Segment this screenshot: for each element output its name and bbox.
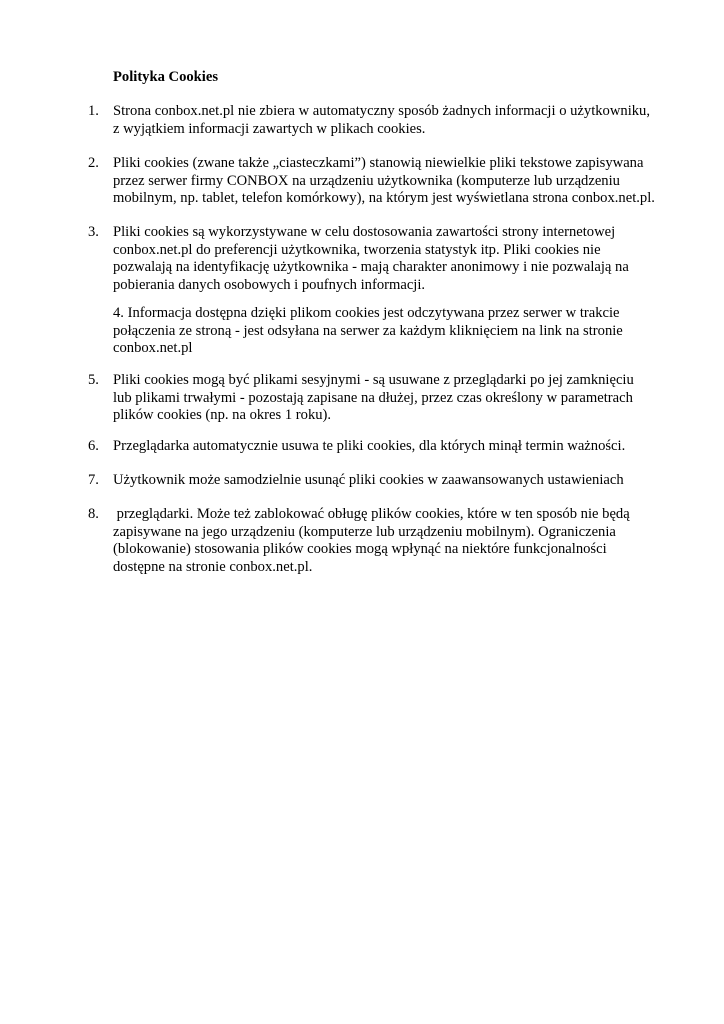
- list-item-text: z wyjątkiem informacji zawartych w plikach cookies.: [113, 120, 426, 137]
- list-item-2: [88, 155, 688, 208]
- list-item-text: plików cookies (np. na okres 1 roku).: [113, 407, 332, 424]
- list-item-text: Przeglądarka automatycznie usuwa te pliki cookies, dla których minął termin ważności.: [113, 438, 626, 454]
- list-item-number: 7.: [88, 472, 99, 488]
- list-item-text: Użytkownik może samodzielnie usunąć pliki cookies w zaawansowanych ustawieniach: [113, 472, 624, 488]
- list-item-number: 6.: [88, 438, 99, 454]
- list-item-6: [88, 438, 688, 456]
- list-item-text: przeglądarki. Może też zablokować obługę plików cookies, które w ten sposób nie będą: [113, 506, 630, 522]
- list-item-number: 1.: [88, 103, 99, 119]
- list-item-text: Pliki cookies mogą być plikami sesyjnymi - są usuwane z przeglądarki po jej zamknięciu: [113, 372, 634, 388]
- paragraph-item-4: [113, 305, 693, 358]
- list-item-7: [88, 472, 688, 490]
- list-item-number: 8.: [88, 506, 99, 522]
- list-item-text: (blokowanie) stosowania plików cookies mogą wpłynąć na niektóre funkcjonalności: [113, 541, 607, 558]
- list-item-text: mobilnym, np. tablet, telefon komórkowy), na którym jest wyświetlana strona conbox.net.pl.: [113, 190, 655, 207]
- list-item-text: Pliki cookies są wykorzystywane w celu dostosowania zawartości strony internetowej: [113, 224, 616, 240]
- list-item-text: lub plikami trwałymi - pozostają zapisane na dłużej, przez czas określony w parametrach: [113, 389, 633, 406]
- list-item-text: conbox.net.pl do preferencji użytkownika, tworzenia statystyk itp. Pliki cookies nie: [113, 241, 601, 258]
- list-item-1: [88, 103, 688, 138]
- document-title: Polityka Cookies: [113, 69, 218, 85]
- list-item-text: przez serwer firmy CONBOX na urządzeniu użytkownika (komputerze lub urządzeniu: [113, 172, 620, 189]
- paragraph-text: połączenia ze stroną - jest odsyłana na serwer za każdym kliknięciem na link na stronie: [113, 322, 623, 339]
- list-item-text: pozwalają na identyfikację użytkownika - mają charakter anonimowy i nie pozwalają na: [113, 259, 629, 276]
- list-item-5: [88, 372, 688, 425]
- list-item-8: [88, 506, 688, 576]
- list-item-number: 5.: [88, 372, 99, 388]
- paragraph-text: 4. Informacja dostępna dzięki plikom cookies jest odczytywana przez serwer w trakcie: [113, 305, 620, 321]
- list-item-3: [88, 224, 688, 294]
- list-item-text: zapisywane na jego urządzeniu (komputerze lub urządzeniu mobilnym). Ograniczenia: [113, 523, 616, 540]
- paragraph-text: conbox.net.pl: [113, 340, 193, 357]
- list-item-text: Strona conbox.net.pl nie zbiera w automatyczny sposób żadnych informacji o użytkowniku,: [113, 103, 650, 119]
- list-item-number: 3.: [88, 224, 99, 240]
- list-item-text: pobierania danych osobowych i poufnych informacji.: [113, 276, 426, 293]
- list-item-text: dostępne na stronie conbox.net.pl.: [113, 558, 313, 575]
- list-item-text: Pliki cookies (zwane także „ciasteczkami”) stanowią niewielkie pliki tekstowe zapisywana: [113, 155, 644, 171]
- list-item-number: 2.: [88, 155, 99, 171]
